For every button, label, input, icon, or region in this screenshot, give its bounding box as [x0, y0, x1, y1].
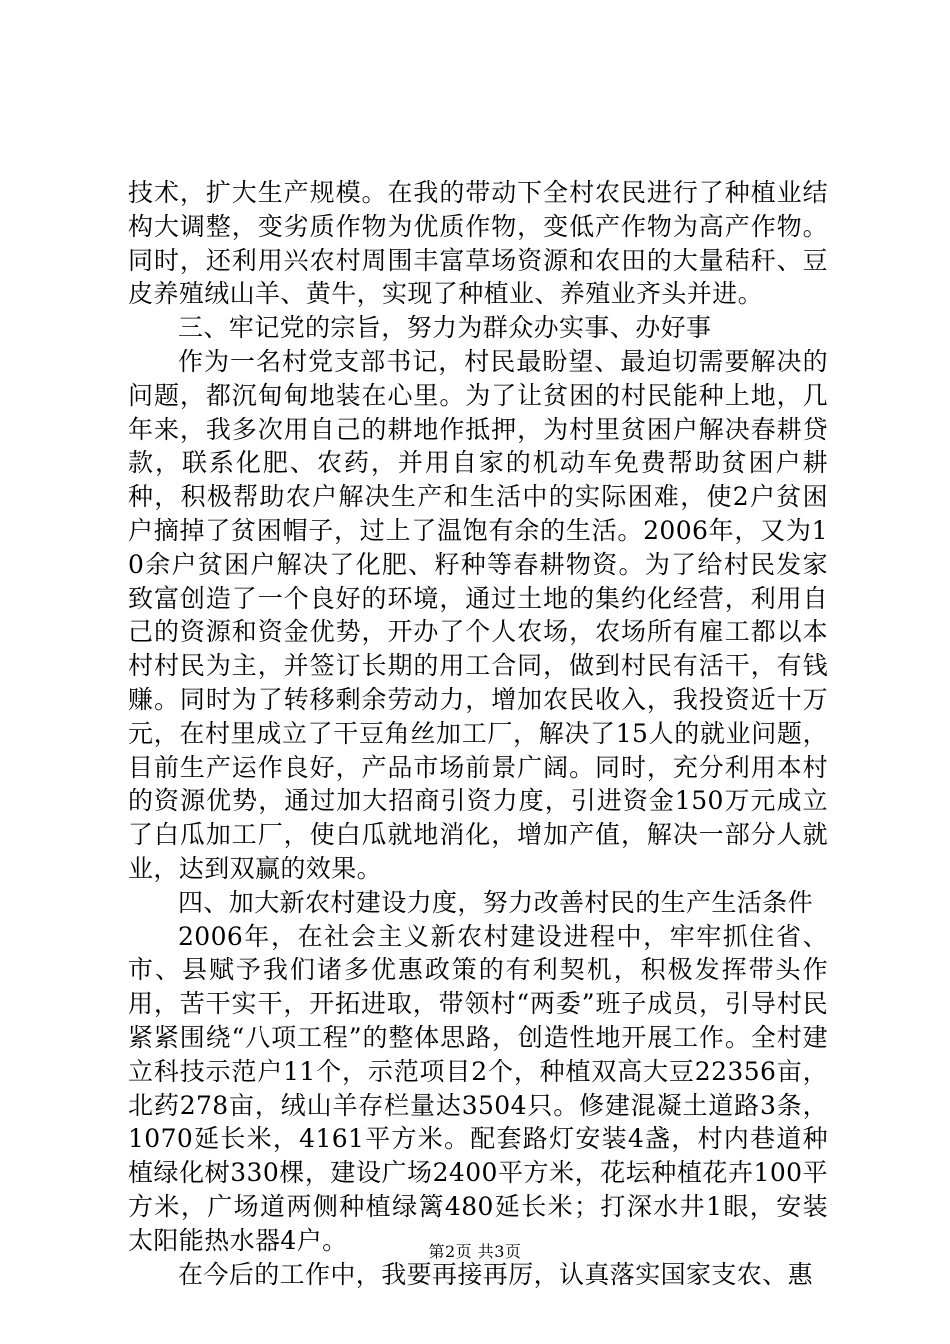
section-heading-4: 四、加大新农村建设力度，努力改善村民的生产生活条件	[178, 887, 814, 917]
section-heading-3: 三、牢记党的宗旨，努力为群众办实事、办好事	[178, 313, 712, 343]
paragraph-future-work: 在今后的工作中，我要再接再厉，认真落实国家支农、惠	[178, 1259, 814, 1289]
document-body	[128, 176, 828, 1291]
paragraph-new-village: 2006年，在社会主义新农村建设进程中，牢牢抓住省、市、县赋予我们诸多优惠政策的有利契机，积极发挥带头作用，苦干实干，开拓进取，带领村“两委”班子成员，引导村民紧紧围绕“八项工程”的整体思路，创造性地开展工作。全村建立科技示范户11个，示范项目2个，种植双高大豆22356亩，北药278亩，绒山羊存栏量达3504只。修建混凝土道路3条，1070延长米，4161平方米。配套路灯安装4盏，村内巷道种植绿化树330棵，建设广场2400平方米，花坛种植花卉100平方米，广场道两侧种植绿篱480延长米；打深水井1眼，安装太阳能热水器4户。	[128, 921, 828, 1255]
page-number-footer: 第2页 共3页	[428, 1242, 522, 1261]
paragraph-continuation: 技术，扩大生产规模。在我的带动下全村农民进行了种植业结构大调整，变劣质作物为优质作物，变低产作物为高产作物。同时，还利用兴农村周围丰富草场资源和农田的大量秸秆、豆皮养殖绒山羊、黄牛，实现了种植业、养殖业齐头并进。	[128, 178, 828, 309]
paragraph-party-secretary: 作为一名村党支部书记，村民最盼望、最迫切需要解决的问题，都沉甸甸地装在心里。为了让贫困的村民能种上地，几年来，我多次用自己的耕地作抵押，为村里贫困户解决春耕贷款，联系化肥、农药，并用自家的机动车免费帮助贫困户耕种，积极帮助农户解决生产和生活中的实际困难，使2户贫困户摘掉了贫困帽子，过上了温饱有余的生活。2006年，又为10余户贫困户解决了化肥、籽种等春耕物资。为了给村民发家致富创造了一个良好的环境，通过土地的集约化经营，利用自己的资源和资金优势，开办了个人农场，农场所有雇工都以本村村民为主，并签订长期的用工合同，做到村民有活干，有钱赚。同时为了转移剩余劳动力，增加农民收入，我投资近十万元，在村里成立了干豆角丝加工厂，解决了15人的就业问题，目前生产运作良好，产品市场前景广阔。同时，充分利用本村的资源优势，通过加大招商引资力度，引进资金150万元成立了白瓜加工厂，使白瓜就地消化，增加产值，解决一部分人就业，达到双赢的效果。	[128, 346, 828, 883]
